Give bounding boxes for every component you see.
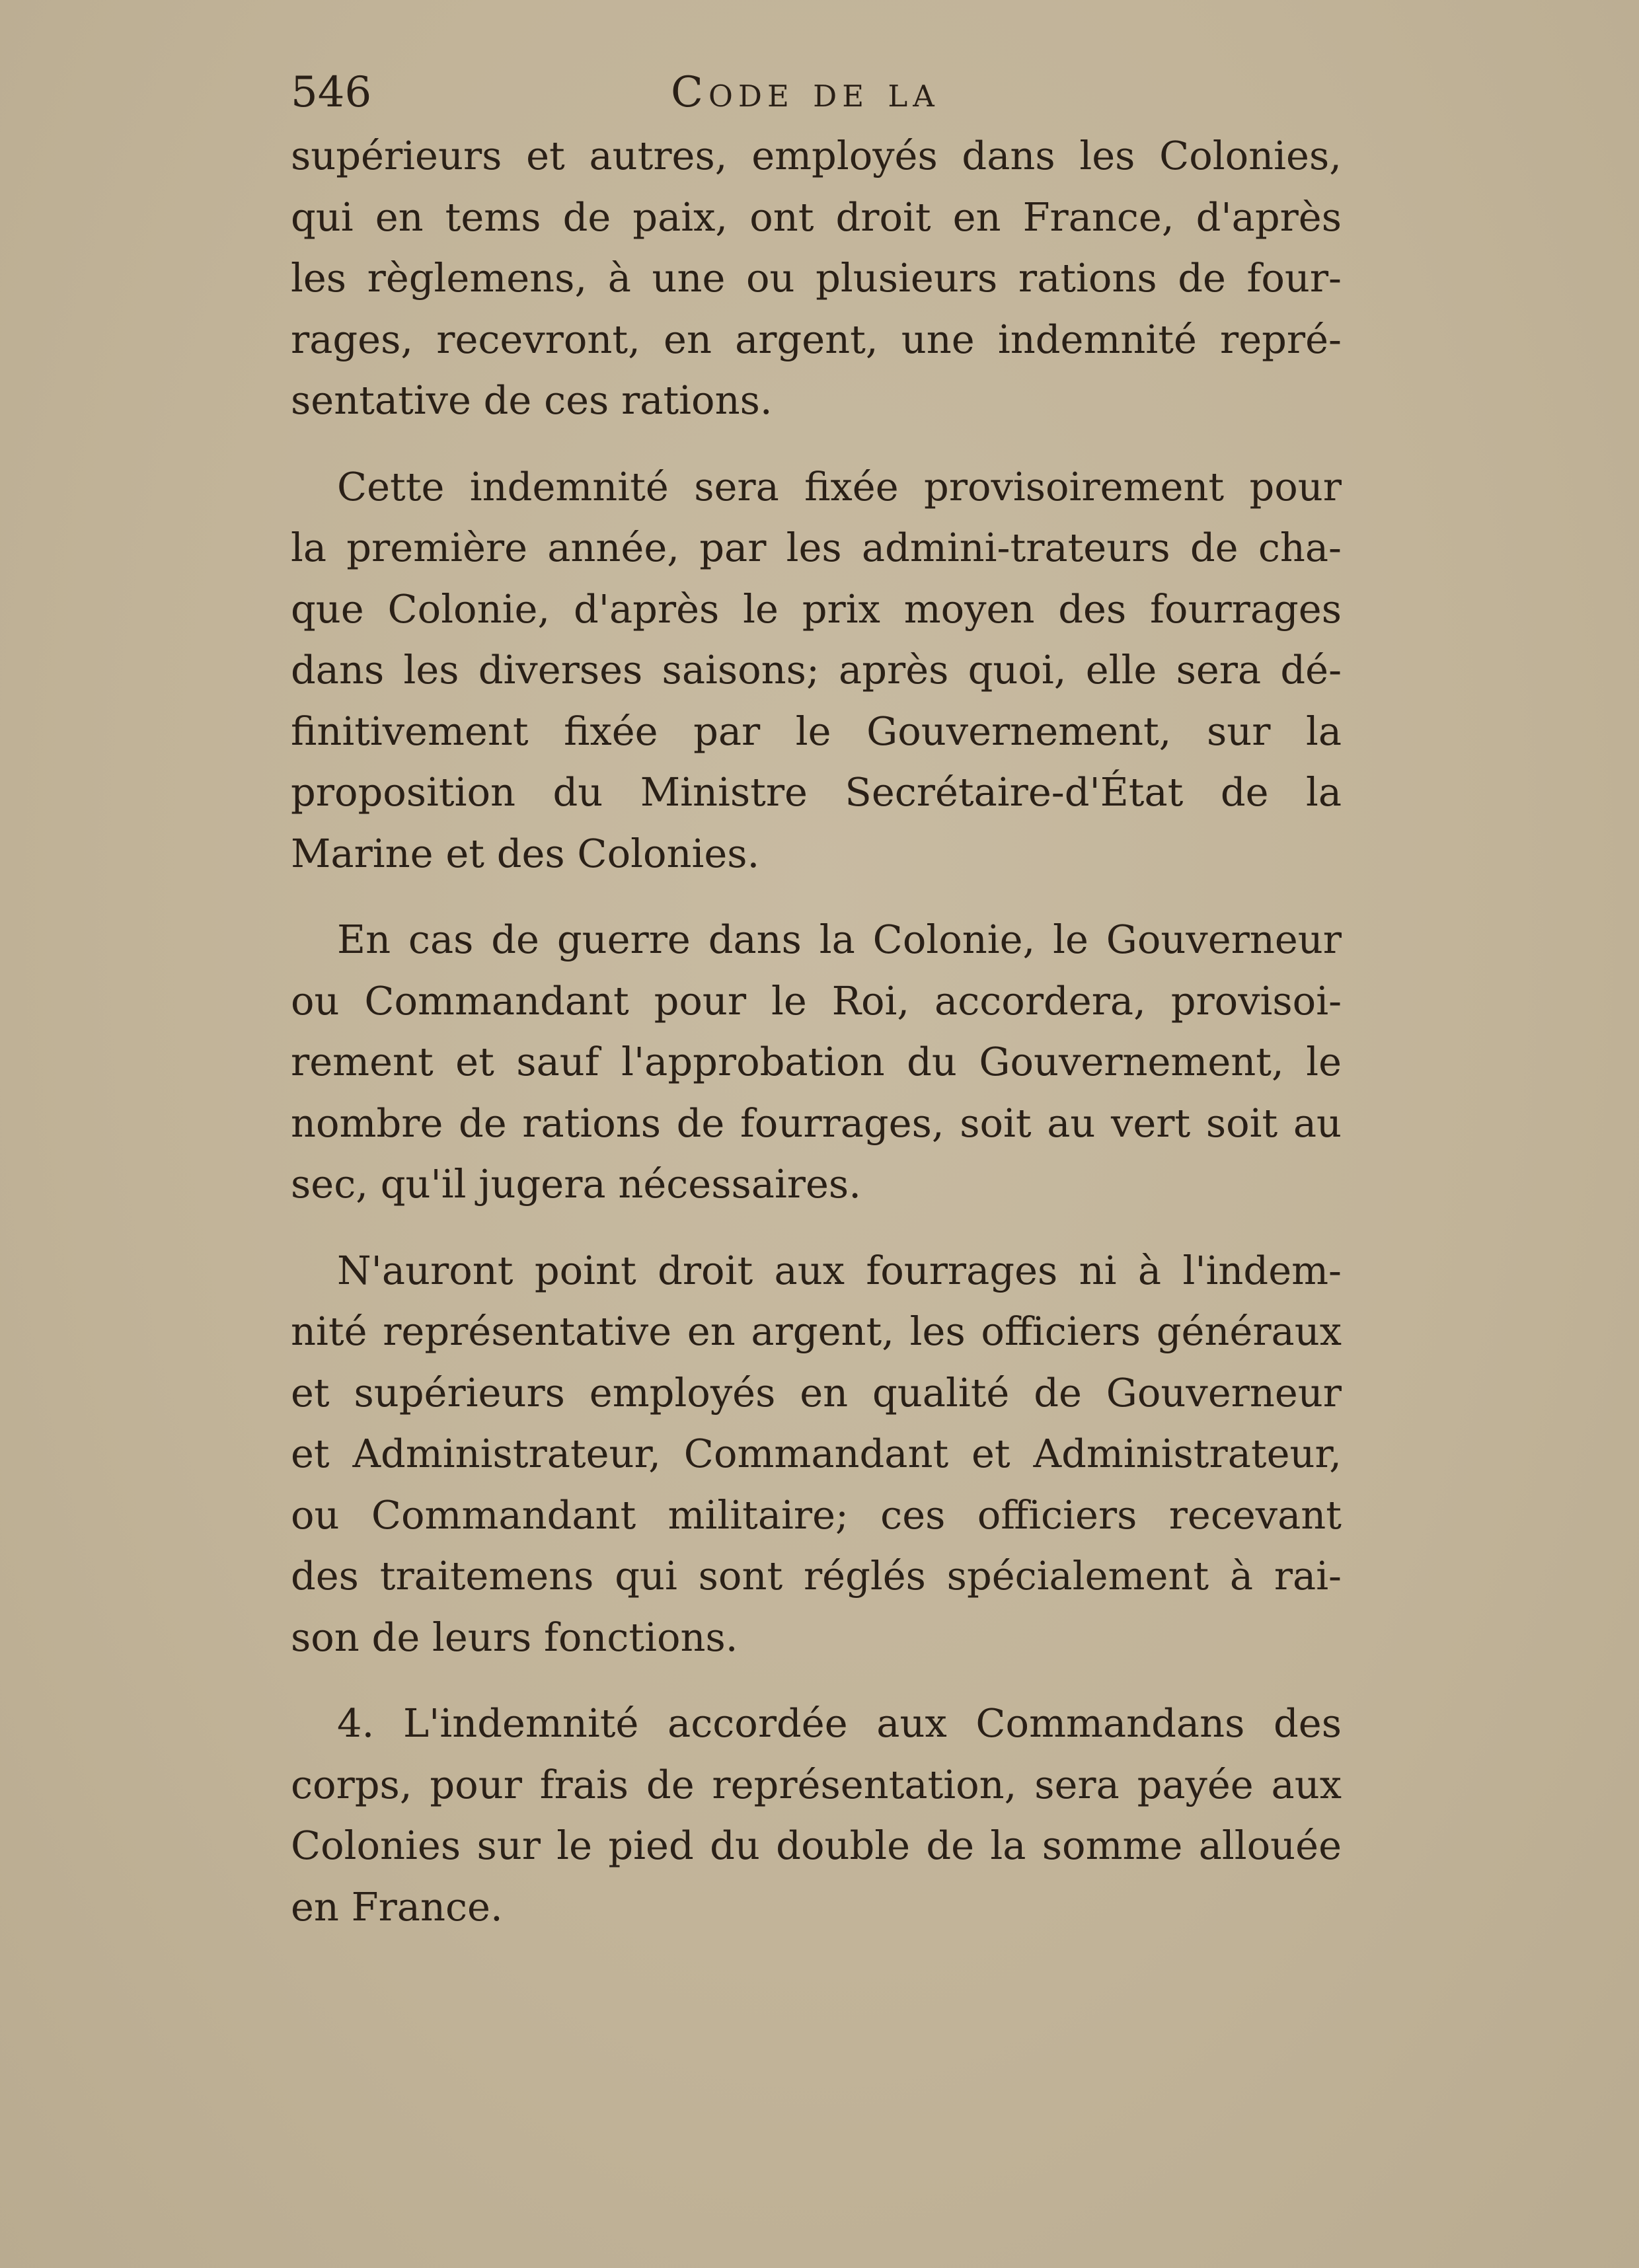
text-line: Colonies sur le pied du double de la somme allouée	[291, 1823, 1342, 1868]
text-line: ou Commandant militaire; ces officiers recevant	[291, 1492, 1342, 1538]
text-line: nombre de rations de fourrages, soit au vert soit au	[291, 1100, 1342, 1146]
text-line: nité représentative en argent, les officiers généraux	[291, 1308, 1342, 1354]
text-line: Marine et des Colonies.	[291, 830, 760, 876]
running-title: Code de la	[671, 68, 940, 117]
paragraph-1	[291, 126, 1342, 432]
text-line: sec, qu'il jugera nécessaires.	[291, 1161, 861, 1207]
paragraph-3	[291, 909, 1342, 1215]
paragraph-2	[291, 457, 1342, 885]
text-line: sentative de ces rations.	[291, 377, 773, 423]
text-line: ou Commandant pour le Roi, accordera, provisoi-	[291, 977, 1342, 1024]
text-body	[291, 126, 1342, 1963]
text-line: supérieurs et autres, employés dans les Colonies,	[291, 133, 1342, 178]
text-line: et supérieurs employés en qualité de Gouverneur	[291, 1369, 1342, 1416]
text-line: des traitemens qui sont réglés spécialement à rai-	[291, 1553, 1342, 1599]
text-line: et Administrateur, Commandant et Administrateur,	[291, 1431, 1342, 1476]
text-line: dans les diverses saisons; après quoi, elle sera dé-	[291, 647, 1342, 693]
text-line: En cas de guerre dans la Colonie, le Gouverneur	[337, 917, 1342, 962]
text-line: rement et sauf l'approbation du Gouvernement, le	[291, 1039, 1342, 1084]
text-line: 4. L'indemnité accordée aux Commandans des	[337, 1700, 1342, 1746]
text-line: corps, pour frais de représentation, sera payée aux	[291, 1761, 1342, 1807]
text-line: finitivement fixée par le Gouvernement, sur la	[291, 708, 1342, 754]
text-line: proposition du Ministre Secrétaire-d'État de la	[291, 769, 1342, 815]
page-header	[291, 66, 1361, 126]
text-line: la première année, par les admini-trateurs de cha-	[291, 525, 1342, 570]
text-line: que Colonie, d'après le prix moyen des fourrages	[291, 586, 1342, 632]
text-line: qui en tems de paix, ont droit en France, d'après	[291, 194, 1342, 240]
text-line: les règlemens, à une ou plusieurs rations de four-	[291, 255, 1342, 301]
paragraph-4	[291, 1240, 1342, 1669]
paragraph-5	[291, 1693, 1342, 1938]
text-line: rages, recevront, en argent, une indemnité repré-	[291, 316, 1342, 362]
page-number: 546	[291, 68, 372, 117]
text-line: en France.	[291, 1883, 503, 1930]
text-line: Cette indemnité sera fixée provisoirement pour	[337, 463, 1342, 510]
text-line: N'auront point droit aux fourrages ni à l'indem-	[337, 1247, 1342, 1293]
text-line: son de leurs fonctions.	[291, 1614, 738, 1660]
